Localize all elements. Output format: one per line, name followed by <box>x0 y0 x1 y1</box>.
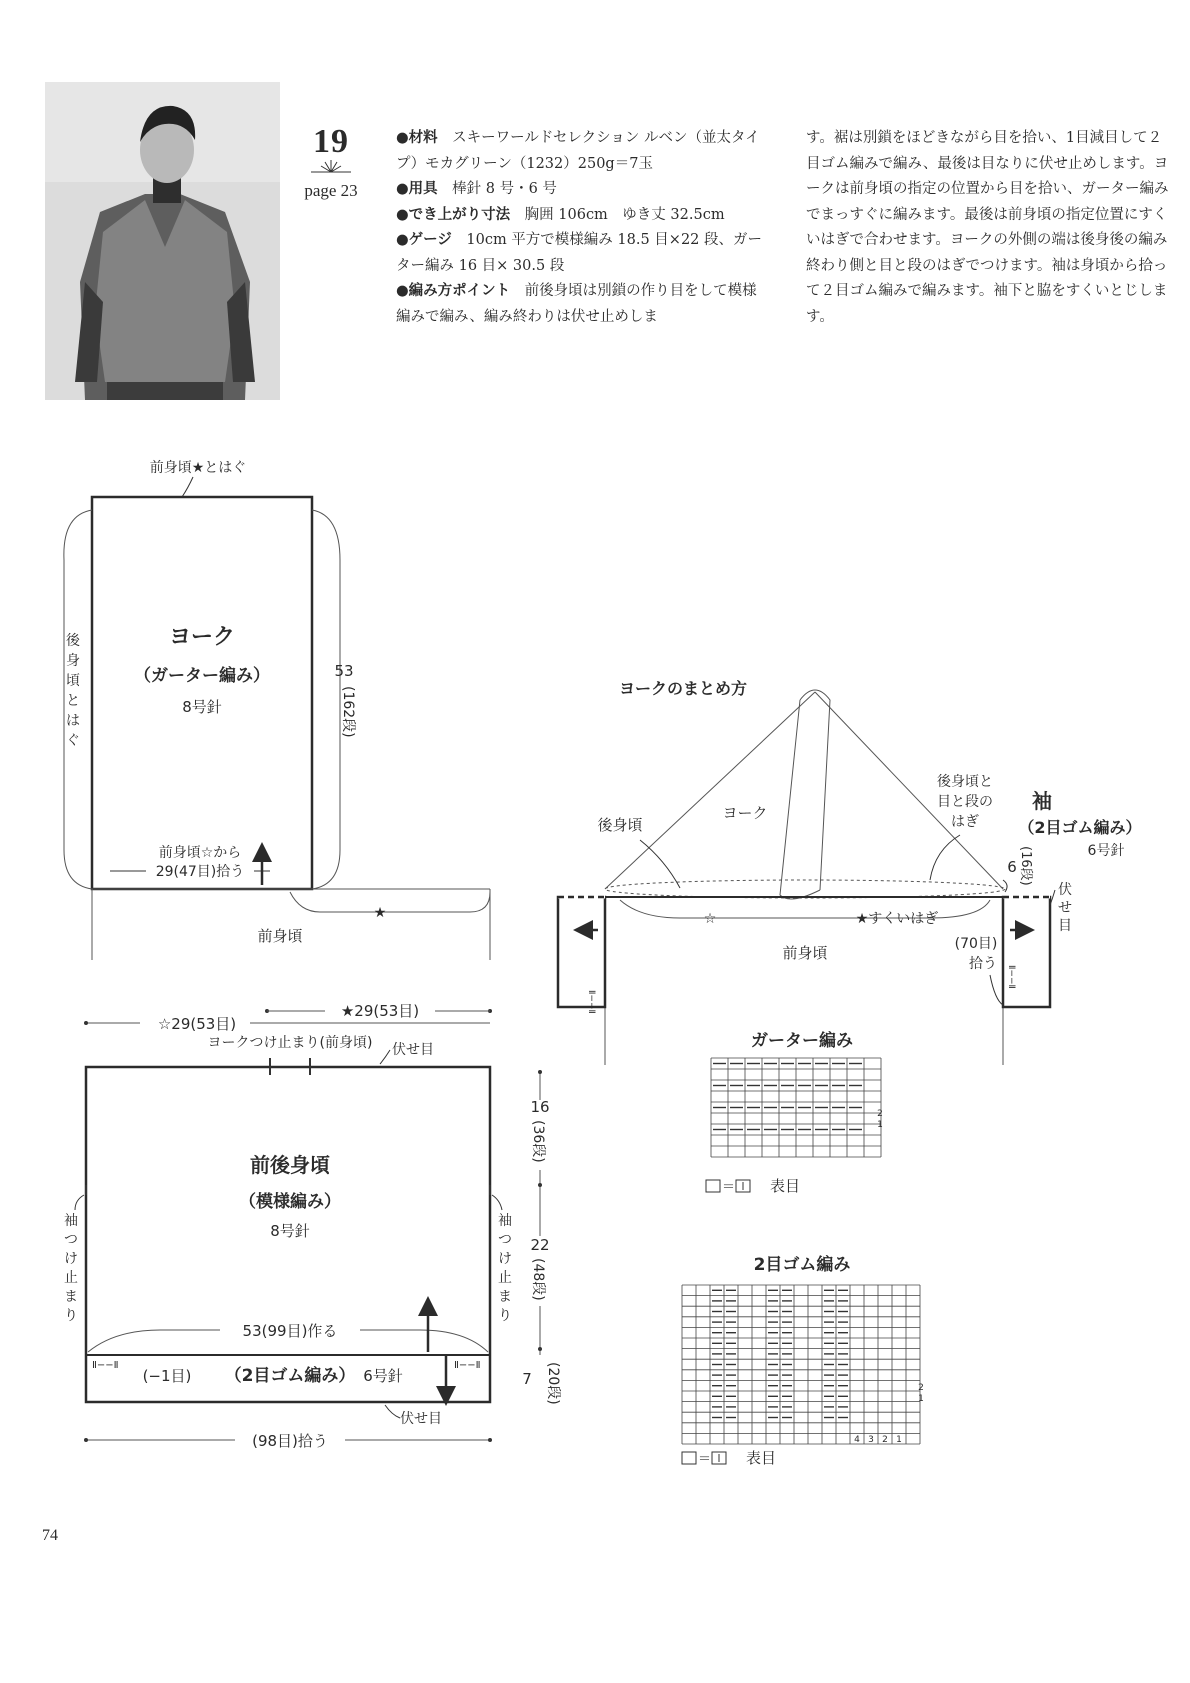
sleeve-left <box>558 897 605 1007</box>
assembly-scoop-seam: ★すくいはぎ <box>855 911 939 927</box>
body-h2-rows: (48段) <box>530 1258 546 1301</box>
assembly-diagram <box>558 679 1142 1065</box>
join-note-1: 後身頃と <box>937 774 993 790</box>
materials-text: スキーワールドセレクション ルベン（並太タイプ）モカグリーン（1232）250g＝7玉 <box>396 130 760 172</box>
size-label: ●でき上がり寸法 <box>396 206 511 223</box>
body-needle: 8号針 <box>270 1222 310 1240</box>
yoke-title: ヨーク <box>168 625 236 650</box>
assembly-bind-off <box>1058 882 1072 934</box>
vertical-char: 頃 <box>66 673 80 689</box>
body-stitch: （模様編み） <box>239 1192 341 1212</box>
sleeve-stitch: （2目ゴム編み） <box>1018 818 1142 837</box>
yoke-diagram <box>64 460 490 960</box>
yoke-fold-left <box>780 700 820 899</box>
assembly-back-body: 後身頃 <box>597 816 643 834</box>
garter-title: ガーター編み <box>751 1031 853 1051</box>
body-h1-cm: 16 <box>530 1098 550 1116</box>
yoke-height-rows: (162段) <box>340 686 356 738</box>
gauge-label: ●ゲージ <box>396 232 452 248</box>
yoke-right-edge <box>815 692 1003 889</box>
body-rib-needle: 6号針 <box>363 1367 403 1385</box>
yoke-needle: 8号針 <box>182 698 222 716</box>
body-decrease: (−1目) <box>142 1367 192 1385</box>
body-bind-off-bottom: 伏せ目 <box>400 1411 442 1427</box>
sleeve-stop-leader-left <box>75 1195 84 1210</box>
vertical-char: 目 <box>1058 918 1072 934</box>
pattern-number: 19 <box>313 123 349 160</box>
sleeve-left-rib-symbol: Ⅱ−−Ⅱ <box>586 990 596 1014</box>
sleeve-right <box>1003 897 1050 1007</box>
yoke-top-leader <box>182 477 193 497</box>
join-note-2: 目と段の <box>937 794 993 810</box>
join-note-leader <box>930 835 960 880</box>
garter-grid <box>711 1058 881 1157</box>
size-text: 胸囲 106cm ゆき丈 32.5cm <box>524 206 725 223</box>
sleeve-needle: 6号針 <box>1087 843 1125 859</box>
vertical-char: り <box>498 1308 512 1324</box>
height-dot-top <box>538 1070 542 1074</box>
body-cast-on: 53(99目)作る <box>242 1322 338 1340</box>
yoke-star: ★ <box>373 905 387 921</box>
height-dot-mid <box>538 1183 542 1187</box>
page-number: 74 <box>42 1527 58 1544</box>
rib-chart <box>682 1254 924 1467</box>
assembly-front-body: 前身頃 <box>782 944 828 962</box>
rib-col-4: 4 <box>854 1435 860 1445</box>
rib-col-2: 2 <box>882 1435 888 1445</box>
pickup-dot-right <box>488 1438 492 1442</box>
yoke-side-char-1 <box>66 632 81 749</box>
points-text-continued: す。裾は別鎖をほどきながら目を拾い、1目減目して２目ゴム編みで編み、最後は目なりに伏せ止めします。ヨークは前身頃の指定の位置から目を拾い、ガーター編みでまっすぐに編みます。最後は前身頃の指定位置にすくいはぎで合わせます。ヨークの外側の端は後身後の編み終わり側と目と段のはぎでつけます。袖は身頃から拾って２目ゴム編みで編みます。袖下と脇をすくいとじします。 <box>806 130 1169 325</box>
body-pickup-bottom: (98目)拾う <box>252 1432 328 1450</box>
garter-row-1: 1 <box>877 1120 883 1130</box>
gauge-text: 10cm 平方で模様編み 18.5 目×22 段、ガーター編み 16 目× 30.5 段 <box>396 232 763 274</box>
yoke-stitch: （ガーター編み） <box>134 666 270 686</box>
sleeve-stop-right <box>498 1213 512 1324</box>
body-title: 前後身頃 <box>250 1153 330 1177</box>
rib-legend-box <box>682 1452 696 1464</box>
sleeve-right-rib-symbol: Ⅱ−−Ⅱ <box>1006 965 1016 989</box>
vertical-char: け <box>64 1251 78 1267</box>
body-h3-rows: (20段) <box>545 1362 561 1405</box>
yoke-pickup-2: 29(47目)拾う <box>155 864 245 880</box>
front-star-seam <box>290 892 490 912</box>
page-reference: page 23 <box>304 181 358 200</box>
yoke-front-label: 前身頃 <box>257 927 303 945</box>
yoke-piece <box>92 497 312 889</box>
garter-row-2: 2 <box>877 1109 883 1119</box>
yoke-opening <box>605 880 1005 898</box>
body-bind-off-top: 伏せ目 <box>392 1042 434 1058</box>
body-h2-cm: 22 <box>530 1236 550 1254</box>
back-body-leader <box>640 840 680 888</box>
sleeve-stop-leader-right <box>492 1195 502 1210</box>
bind-off-top-leader <box>380 1050 390 1064</box>
assembly-pickup-1: (70目) <box>954 936 998 952</box>
yoke-height-cm: 53 <box>334 662 354 680</box>
points-label: ●編み方ポイント <box>396 283 511 299</box>
rib-row-1: 1 <box>918 1394 924 1404</box>
yoke-pickup-1: 前身頃☆から <box>158 845 242 861</box>
points-text-start: 前後身頃は別鎖の作り目をして模様編みで編み、編み終わりは伏せ止めしま <box>396 283 757 325</box>
assembly-yoke: ヨーク <box>722 804 768 822</box>
rib-legend-eq: ＝ <box>698 1452 712 1467</box>
vertical-char: 袖 <box>64 1213 78 1229</box>
assembly-white-star: ☆ <box>703 911 717 927</box>
vertical-char: つ <box>498 1232 512 1248</box>
vertical-char: と <box>66 693 80 709</box>
garter-legend-eq: ＝ <box>722 1180 736 1195</box>
tools-label: ●用具 <box>396 181 438 197</box>
rib-symbol-left: Ⅱ−−Ⅱ <box>92 1360 119 1371</box>
sleeve-title: 袖 <box>1032 789 1052 813</box>
width-dot-left <box>84 1021 88 1025</box>
sleeve-cm: 6 <box>1007 858 1017 876</box>
vertical-char: ぐ <box>66 733 80 749</box>
vertical-char: 止 <box>498 1270 512 1286</box>
vertical-char: ま <box>64 1289 78 1305</box>
vertical-char: 止 <box>64 1270 78 1286</box>
body-h3-cm: 7 <box>522 1370 532 1388</box>
join-note-3: はぎ <box>951 814 979 830</box>
vertical-char: ま <box>498 1289 512 1305</box>
body-h1-rows: (36段) <box>530 1120 546 1163</box>
vertical-char: つ <box>64 1232 78 1248</box>
rib-row-2: 2 <box>918 1383 924 1393</box>
body-diagram <box>64 1001 561 1450</box>
rib-grid <box>682 1285 920 1444</box>
rib-col-1: 1 <box>896 1435 902 1445</box>
materials-label: ●材料 <box>396 130 438 146</box>
height-dot-rib <box>538 1347 542 1351</box>
vertical-char: 後 <box>66 633 80 649</box>
vertical-char: 袖 <box>498 1213 512 1229</box>
bind-off-bottom-leader <box>385 1405 400 1418</box>
yoke-side-note <box>66 632 81 749</box>
body-width-left: ☆29(53目) <box>157 1015 237 1033</box>
pickup-dot-left <box>84 1438 88 1442</box>
garter-legend-box <box>706 1180 720 1192</box>
rib-legend-text: 表目 <box>746 1449 777 1467</box>
rib-title: 2目ゴム編み <box>753 1255 851 1275</box>
garter-chart <box>706 1030 883 1195</box>
tools-text: 棒針 8 号・6 号 <box>452 181 557 197</box>
yoke-stop-label: ヨークつけ止まり(前身頃) <box>207 1035 373 1051</box>
yoke-top-note: 前身頃★とはぐ <box>149 460 247 476</box>
sleeve-stop-left <box>64 1213 78 1324</box>
vertical-char: け <box>498 1251 512 1267</box>
vertical-char: は <box>66 713 80 729</box>
body-rib-label: （2目ゴム編み） <box>224 1366 356 1386</box>
sleeve-rows: (16段) <box>1018 846 1033 886</box>
assembly-pickup-leader <box>990 975 1003 1005</box>
assembly-pickup-2: 拾う <box>969 956 997 972</box>
vertical-char: せ <box>1058 900 1072 916</box>
yoke-fold-right <box>800 690 830 890</box>
vertical-char: 伏 <box>1058 882 1072 898</box>
garter-legend-text: 表目 <box>770 1177 801 1195</box>
vertical-char: り <box>64 1308 78 1324</box>
rib-symbol-right: Ⅱ−−Ⅱ <box>454 1360 481 1371</box>
vertical-char: 身 <box>66 653 80 669</box>
body-width-right: ★29(53目) <box>340 1002 420 1020</box>
rib-col-3: 3 <box>868 1435 874 1445</box>
assembly-title: ヨークのまとめ方 <box>618 679 748 698</box>
yoke-side-line <box>312 510 340 889</box>
